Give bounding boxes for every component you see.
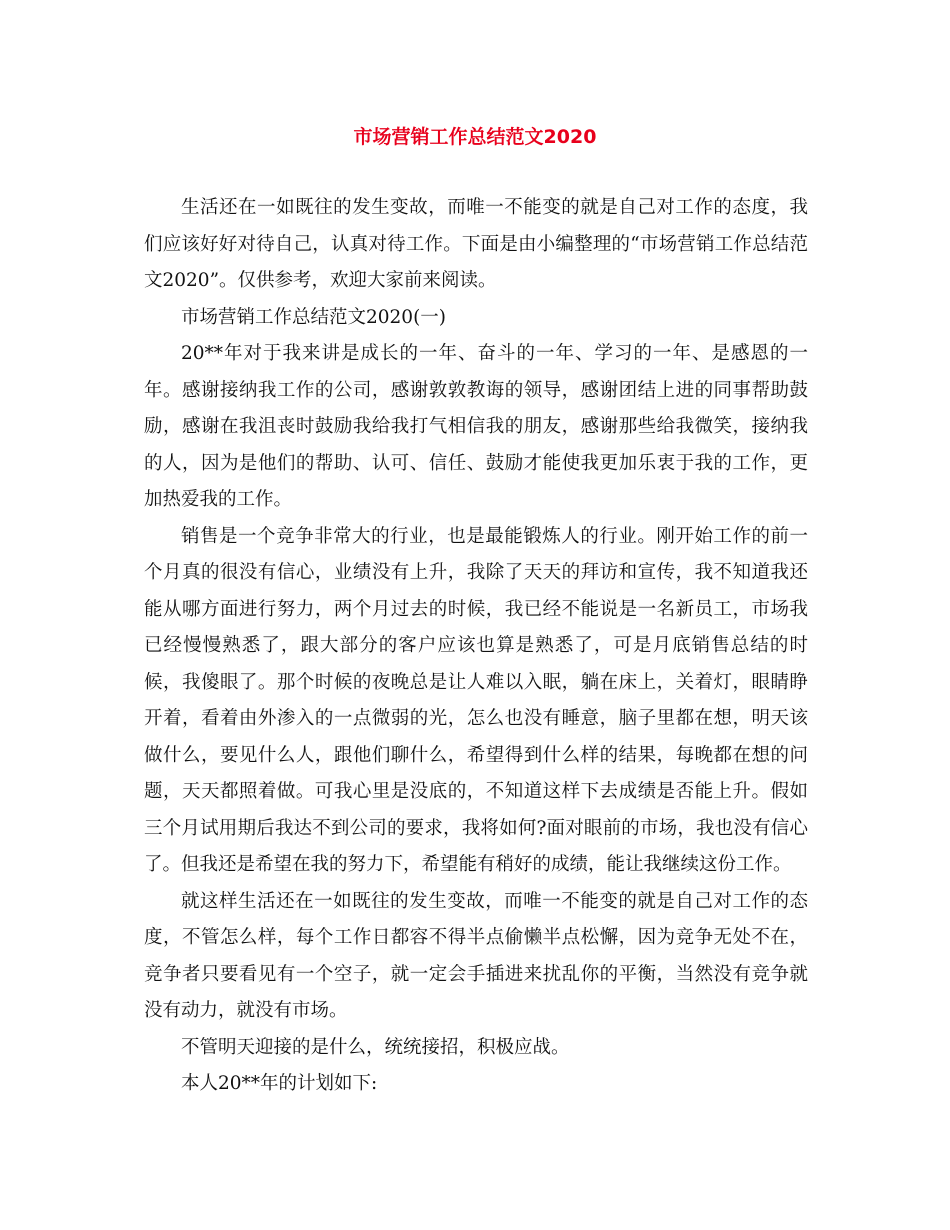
section-heading: 市场营销工作总结范文2020(一) [181,306,447,328]
body-paragraph: 20**年对于我来讲是成长的一年、奋斗的一年、学习的一年、是感恩的一年。感谢接纳我工作的公司，感谢敦敦教诲的领导，感谢团结上进的同事帮助鼓励，感谢在我沮丧时鼓励我给我打气相信我的朋友，感谢那些给我微笑，接纳我的人，因为是他们的帮助、认可、信任、鼓励才能使我更加乐衷于我的工作，更加热爱我的工作。 [144,343,808,510]
document-body [144,190,808,1103]
intro-paragraph: 生活还在一如既往的发生变故，而唯一不能变的就是自己对工作的态度，我们应该好好对待自己，认真对待工作。下面是由小编整理的“市场营销工作总结范文2020”。仅供参考，欢迎大家前来阅读。 [144,197,808,291]
body-paragraph: 不管明天迎接的是什么，统统接招，积极应战。 [181,1036,570,1058]
body-paragraph: 就这样生活还在一如既往的发生变故，而唯一不能变的就是自己对工作的态度，不管怎么样，每个工作日都容不得半点偷懒半点松懈，因为竞争无处不在，竞争者只要看见有一个空子，就一定会手插进来扰乱你的平衡，当然没有竞争就没有动力，就没有市场。 [144,890,808,1021]
document-title: 市场营销工作总结范文2020 [353,126,597,148]
body-paragraph: 本人20**年的计划如下: [181,1073,378,1094]
body-paragraph: 销售是一个竞争非常大的行业，也是最能锻炼人的行业。刚开始工作的前一个月真的很没有信心，业绩没有上升，我除了天天的拜访和宣传，我不知道我还能从哪方面进行努力，两个月过去的时候，我已经不能说是一名新员工，市场我已经慢慢熟悉了，跟大部分的客户应该也算是熟悉了，可是月底销售总结的时候，我傻眼了。那个时候的夜晚总是让人难以入眠，躺在床上，关着灯，眼睛睁开着，看着由外渗入的一点微弱的光，怎么也没有睡意，脑子里都在想，明天该做什么，要见什么人，跟他们聊什么，希望得到什么样的结果，每晚都在想的问题，天天都照着做。可我心里是没底的，不知道这样下去成绩是否能上升。假如三个月试用期后我达不到公司的要求，我将如何?面对眼前的市场，我也没有信心了。但我还是希望在我的努力下，希望能有稍好的成绩，能让我继续这份工作。 [144,525,808,875]
